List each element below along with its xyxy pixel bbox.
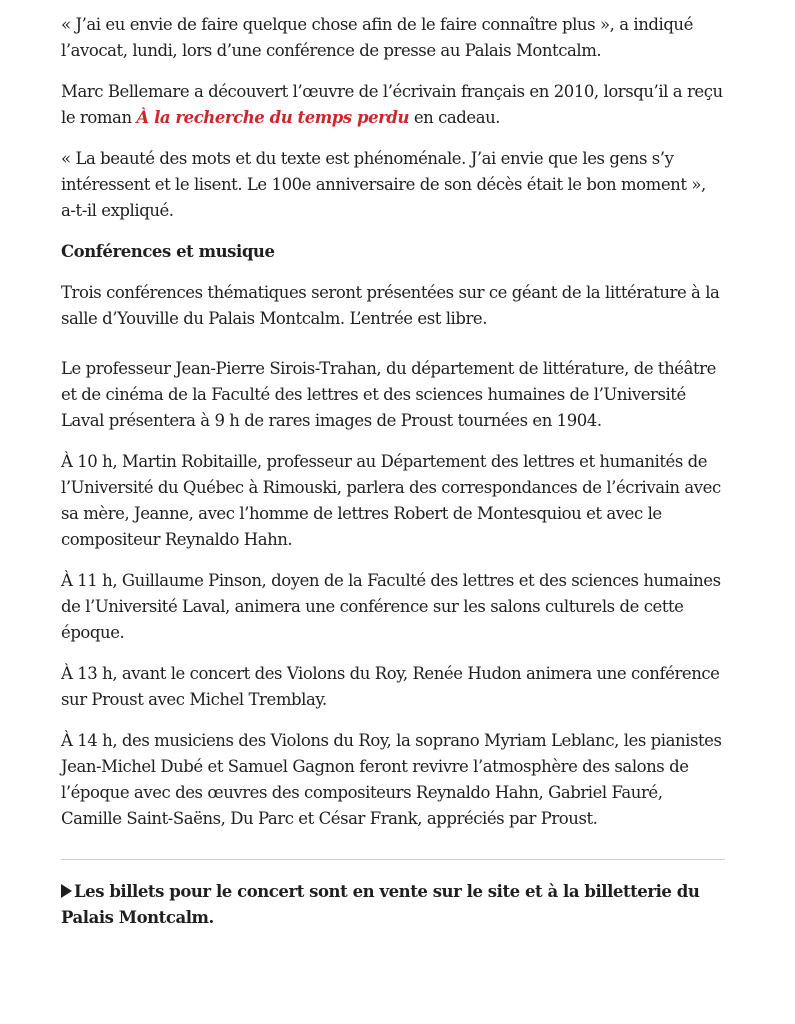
paragraph-11h: À 11 h, Guillaume Pinson, doyen de la Faculté des lettres et des sciences humaines de l’Université Laval, animera une conférence sur les salons culturels de cette époque. [61, 571, 721, 642]
paragraph-quote-beauty: « La beauté des mots et du texte est phénoménale. J’ai envie que les gens s’y intéressent et le lisent. Le 100e anniversaire de son décès était le bon moment », a-t-il expliqué. [61, 149, 706, 220]
paragraph-quote-intro: « J’ai eu envie de faire quelque chose afin de le faire connaître plus », a indiqué l’avocat, lundi, lors d’une conférence de presse au Palais Montcalm. [61, 15, 693, 60]
paragraph-conferences-intro: Trois conférences thématiques seront présentées sur ce géant de la littérature à la salle d’Youville du Palais Montcalm. L’entrée est libre. [61, 283, 720, 328]
paragraph-10h: À 10 h, Martin Robitaille, professeur au Département des lettres et humanités de l’Université du Québec à Rimouski, parlera des correspondances de l’écrivain avec sa mère, Jeanne, avec l’homme de lettres Robert de Montesquiou et avec le compositeur Reynaldo Hahn. [61, 452, 721, 549]
article-body [61, 12, 725, 946]
paragraph-13h: À 13 h, avant le concert des Violons du Roy, Renée Hudon animera une conférence sur Proust avec Michel Tremblay. [61, 664, 720, 709]
section-heading: Conférences et musique [61, 242, 275, 261]
book-title-link[interactable]: À la recherche du temps perdu [136, 108, 410, 127]
tickets-note [61, 879, 725, 931]
paragraph-discovery-text-after: en cadeau. [409, 108, 501, 127]
divider [61, 859, 725, 860]
tickets-text: Les billets pour le concert sont en vente sur le site et à la billetterie du Palais Montcalm. [61, 882, 700, 927]
paragraph-discovery-text-before: Marc Bellemare a découvert l’œuvre de l’écrivain français en 2010, lorsqu’il a reçu le roman [61, 82, 723, 127]
paragraph-discovery [61, 79, 725, 131]
play-arrow-icon [61, 884, 72, 898]
paragraph-14h: À 14 h, des musiciens des Violons du Roy, la soprano Myriam Leblanc, les pianistes Jean-Michel Dubé et Samuel Gagnon feront revivre l’atmosphère des salons de l’époque avec des œuvres des compositeurs Reynaldo Hahn, Gabriel Fauré, Camille Saint-Saëns, Du Parc et César Frank, appréciés par Proust. [61, 731, 722, 828]
paragraph-9h: Le professeur Jean-Pierre Sirois-Trahan, du département de littérature, de théâtre et de cinéma de la Faculté des lettres et des sciences humaines de l’Université Laval présentera à 9 h de rares images de Proust tournées en 1904. [61, 359, 716, 430]
